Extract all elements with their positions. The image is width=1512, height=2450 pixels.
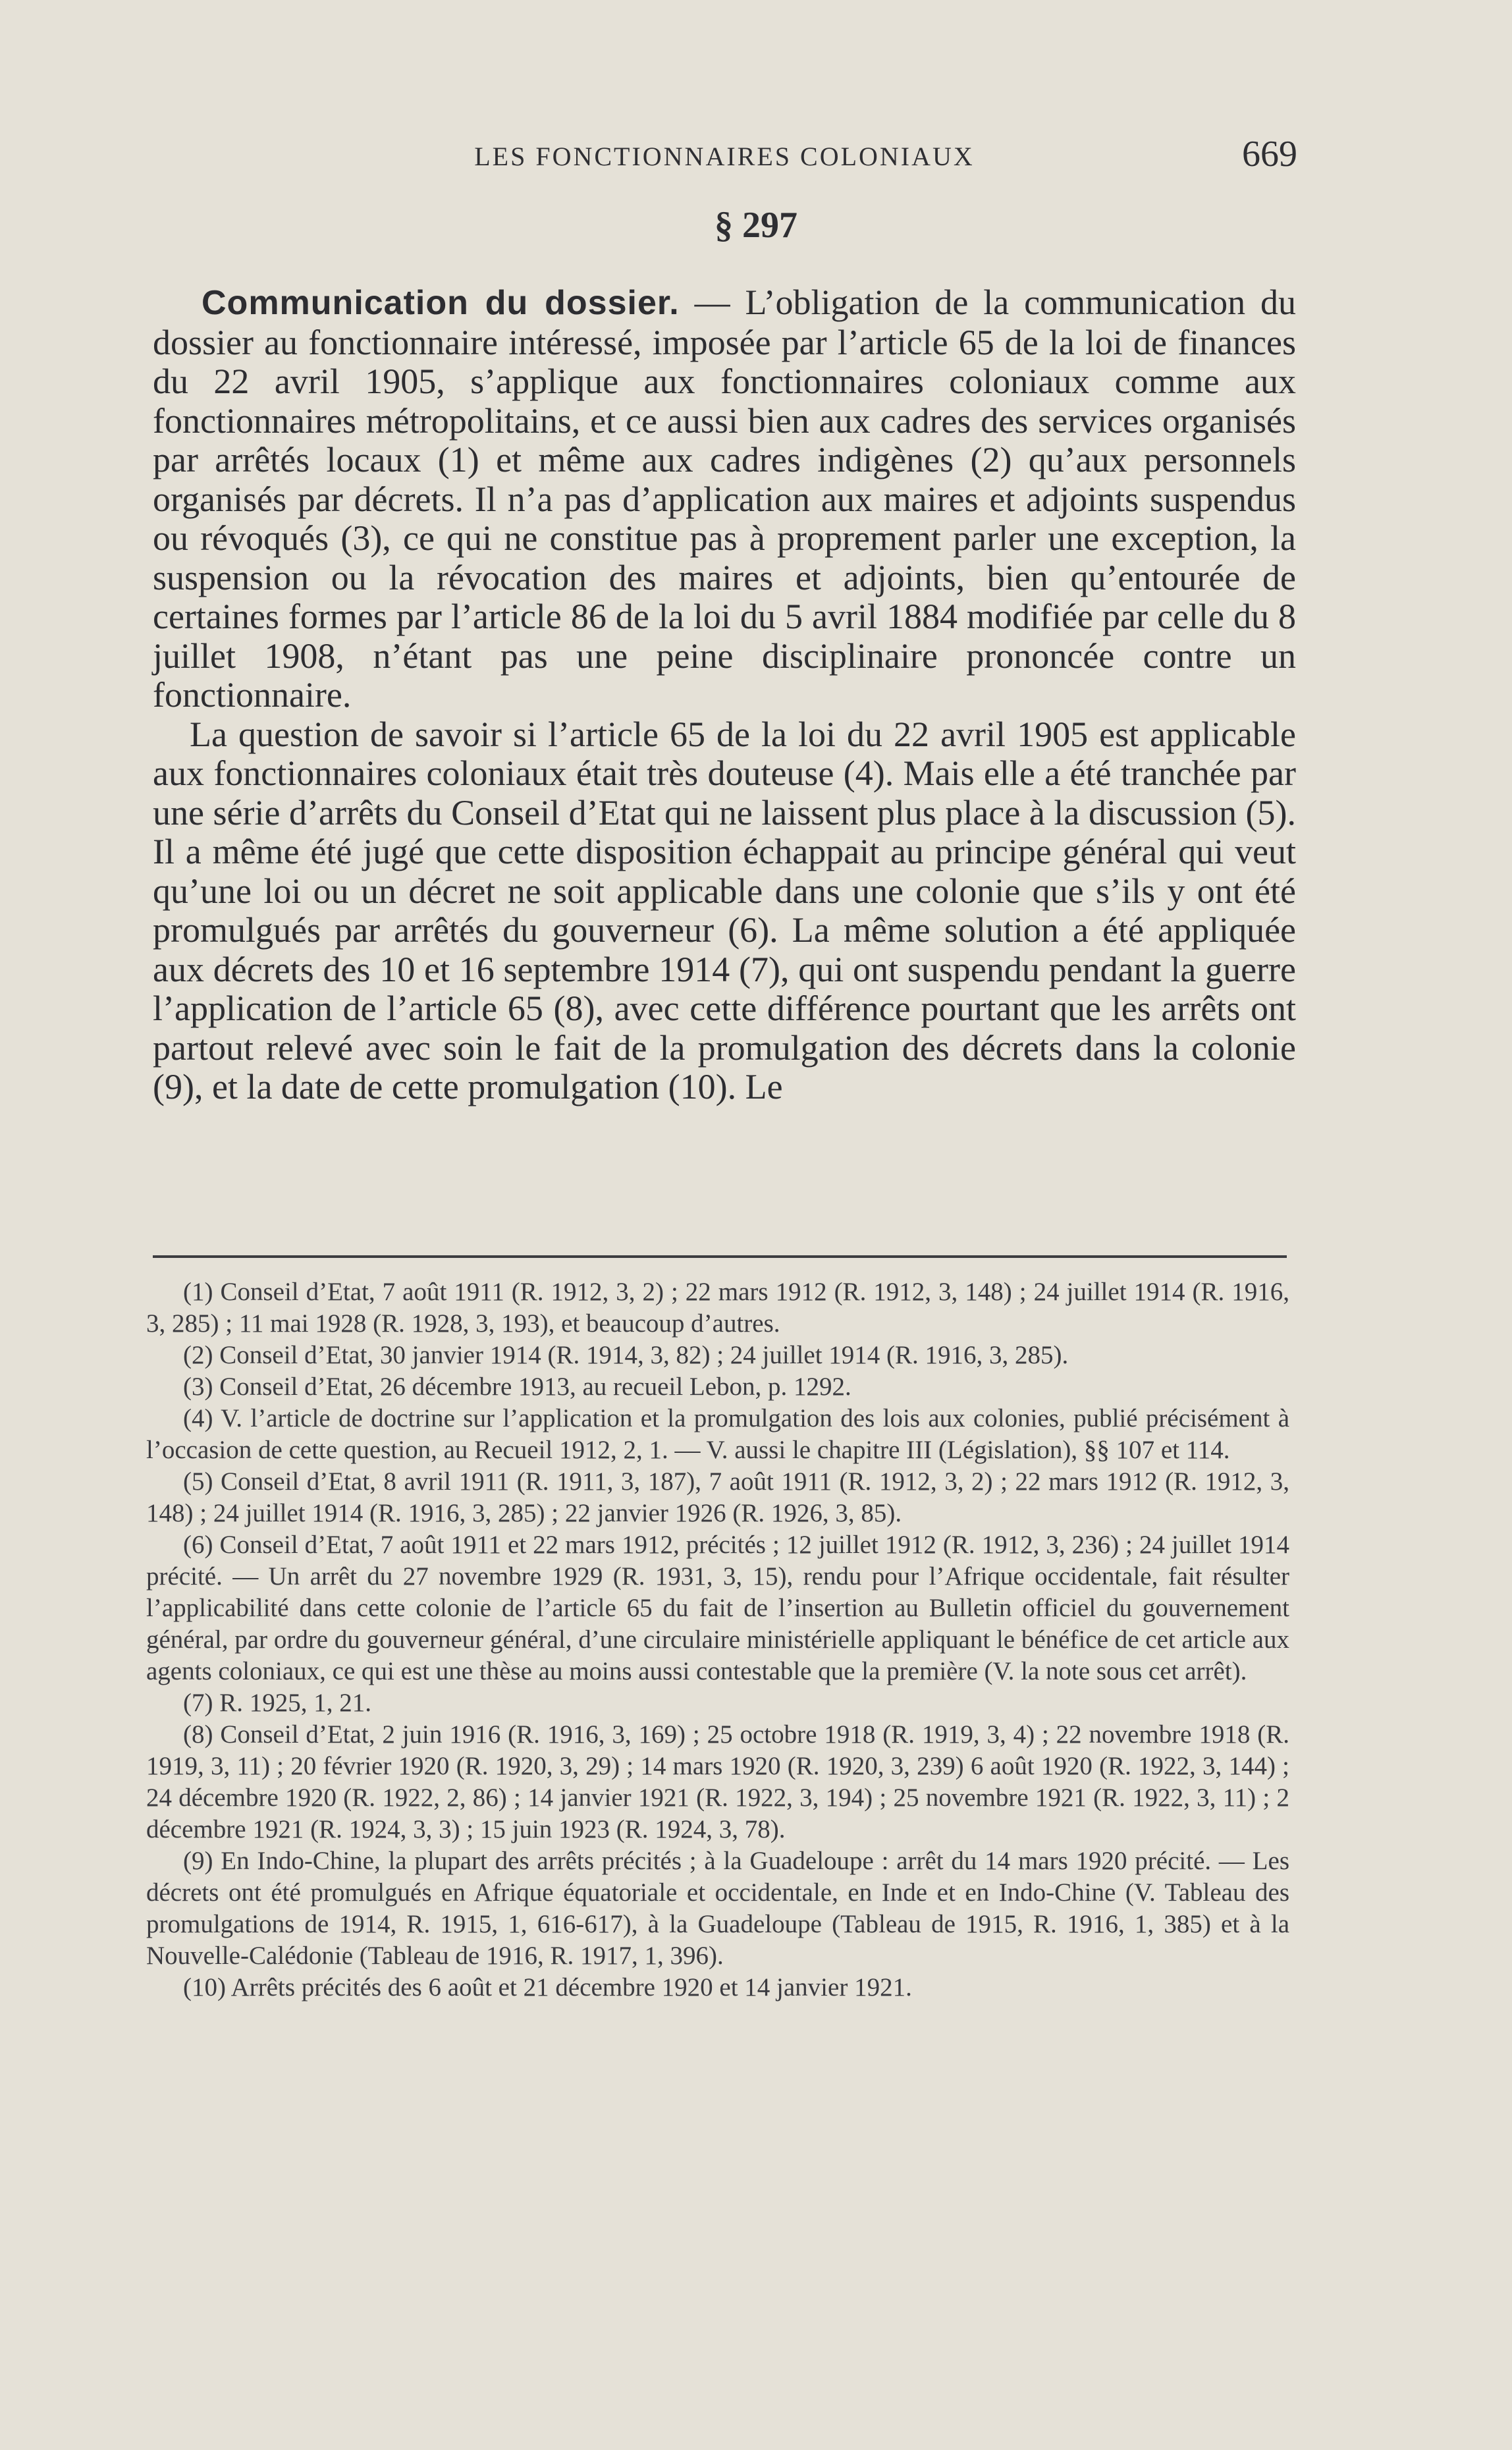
footnotes: [146, 1276, 1289, 2003]
main-text: [153, 283, 1296, 1107]
footnote-8: (8) Conseil d’Etat, 2 juin 1916 (R. 1916, 3, 169) ; 25 octobre 1918 (R. 1919, 3, 4) ; 22 novembre 1918 (R. 1919, 3, 11) ; 20 février 1920 (R. 1920, 3, 29) ; 14 mars 1920 (R. 1920, 3, 239) 6 août 1920 (R. 1922, 3, 144) ; 24 décembre 1920 (R. 1922, 2, 86) ; 14 janvier 1921 (R. 1922, 3, 194) ; 25 novembre 1921 (R. 1922, 3, 11) ; 2 décembre 1921 (R. 1924, 3, 3) ; 15 juin 1923 (R. 1924, 3, 78).: [146, 1720, 1289, 1843]
footnote-10: (10) Arrêts précités des 6 août et 21 décembre 1920 et 14 janvier 1921.: [183, 1973, 912, 2001]
footnote-9: (9) En Indo-Chine, la plupart des arrêts précités ; à la Guadeloupe : arrêt du 14 mars 1920 précité. — Les décrets ont été promulgués en Afrique équatoriale et occidentale, en Inde et en Indo-Chine (V. Tableau des promulgations de 1914, R. 1915, 1, 616-617), à la Guadeloupe (Tableau de 1915, R. 1916, 1, 385) et à la Nouvelle-Calédonie (Tableau de 1916, R. 1917, 1, 396).: [146, 1847, 1289, 1970]
footnote-6: (6) Conseil d’Etat, 7 août 1911 et 22 mars 1912, précités ; 12 juillet 1912 (R. 1912, 3, 236) ; 24 juillet 1914 précité. — Un arrêt du 27 novembre 1929 (R. 1931, 3, 15), rendu pour l’Afrique occidentale, fait résulter l’applicabilité dans cette colonie de l’article 65 du fait de l’insertion au Bulletin officiel du gouvernement général, par ordre du gouverneur général, d’une circulaire ministérielle appliquant le bénéfice de cet article aux agents coloniaux, ce qui est une thèse au moins aussi contestable que la première (V. la note sous cet arrêt).: [146, 1531, 1289, 1685]
footnote-5: (5) Conseil d’Etat, 8 avril 1911 (R. 1911, 3, 187), 7 août 1911 (R. 1912, 3, 2) ; 22 mars 1912 (R. 1912, 3, 148) ; 24 juillet 1914 (R. 1916, 3, 285) ; 22 janvier 1926 (R. 1926, 3, 85).: [146, 1467, 1289, 1527]
paragraph-1-text: — L’obligation de la communication du dossier au fonctionnaire intéressé, imposée par l’article 65 de la loi de finances du 22 avril 1905, s’applique aux fonctionnaires coloniaux comme aux fonctionnaires métropolitains, et ce aussi bien aux cadres des services organisés par arrêtés locaux (1) et même aux cadres indigènes (2) qu’aux personnels organisés par décrets. Il n’a pas d’application aux maires et adjoints suspendus ou révoqués (3), ce qui ne constitue pas à proprement parler une exception, la suspension ou la révocation des maires et adjoints, bien qu’entourée de certaines formes par l’article 86 de la loi du 5 avril 1884 modifiée par celle du 8 juillet 1908, n’étant pas une peine disciplinaire prononcée contre un fonctionnaire.: [153, 283, 1296, 715]
section-heading: Communication du dossier.: [202, 284, 680, 322]
footnote-4: (4) V. l’article de doctrine sur l’application et la promulgation des lois aux colonies, publié précisément à l’occasion de cette question, au Recueil 1912, 2, 1. — V. aussi le chapitre III (Législation), §§ 107 et 114.: [146, 1404, 1289, 1464]
paragraph-2: La question de savoir si l’article 65 de la loi du 22 avril 1905 est applicable aux fonctionnaires coloniaux était très douteuse (4). Mais elle a été tranchée par une série d’arrêts du Conseil d’Etat qui ne laissent plus place à la discussion (5). Il a même été jugé que cette disposition échappait au principe général qui veut qu’une loi ou un décret ne soit applicable dans une colonie que s’ils y ont été promulgués par arrêtés du gouverneur (6). La même solution a été appliquée aux décrets des 10 et 16 septembre 1914 (7), qui ont suspendu pendant la guerre l’application de l’article 65 (8), avec cette différence pourtant que les arrêts ont partout relevé avec soin le fait de la promulgation des décrets dans la colonie (9), et la date de cette promulgation (10). Le: [153, 714, 1296, 1106]
section-number: § 297: [715, 205, 797, 246]
running-title: LES FONCTIONNAIRES COLONIAUX: [474, 142, 975, 171]
footnote-3: (3) Conseil d’Etat, 26 décembre 1913, au recueil Lebon, p. 1292.: [183, 1373, 851, 1401]
running-header: [151, 134, 1297, 178]
footnote-7: (7) R. 1925, 1, 21.: [183, 1689, 371, 1717]
footnote-2: (2) Conseil d’Etat, 30 janvier 1914 (R. 1914, 3, 82) ; 24 juillet 1914 (R. 1916, 3, 285).: [183, 1341, 1069, 1369]
page-number: 669: [1242, 134, 1297, 175]
footnote-1: (1) Conseil d’Etat, 7 août 1911 (R. 1912, 3, 2) ; 22 mars 1912 (R. 1912, 3, 148) ; 24 juillet 1914 (R. 1916, 3, 285) ; 11 mai 1928 (R. 1928, 3, 193), et beaucoup d’autres.: [146, 1278, 1289, 1338]
footnote-divider: [153, 1255, 1287, 1258]
paragraph-1: [153, 283, 1296, 715]
